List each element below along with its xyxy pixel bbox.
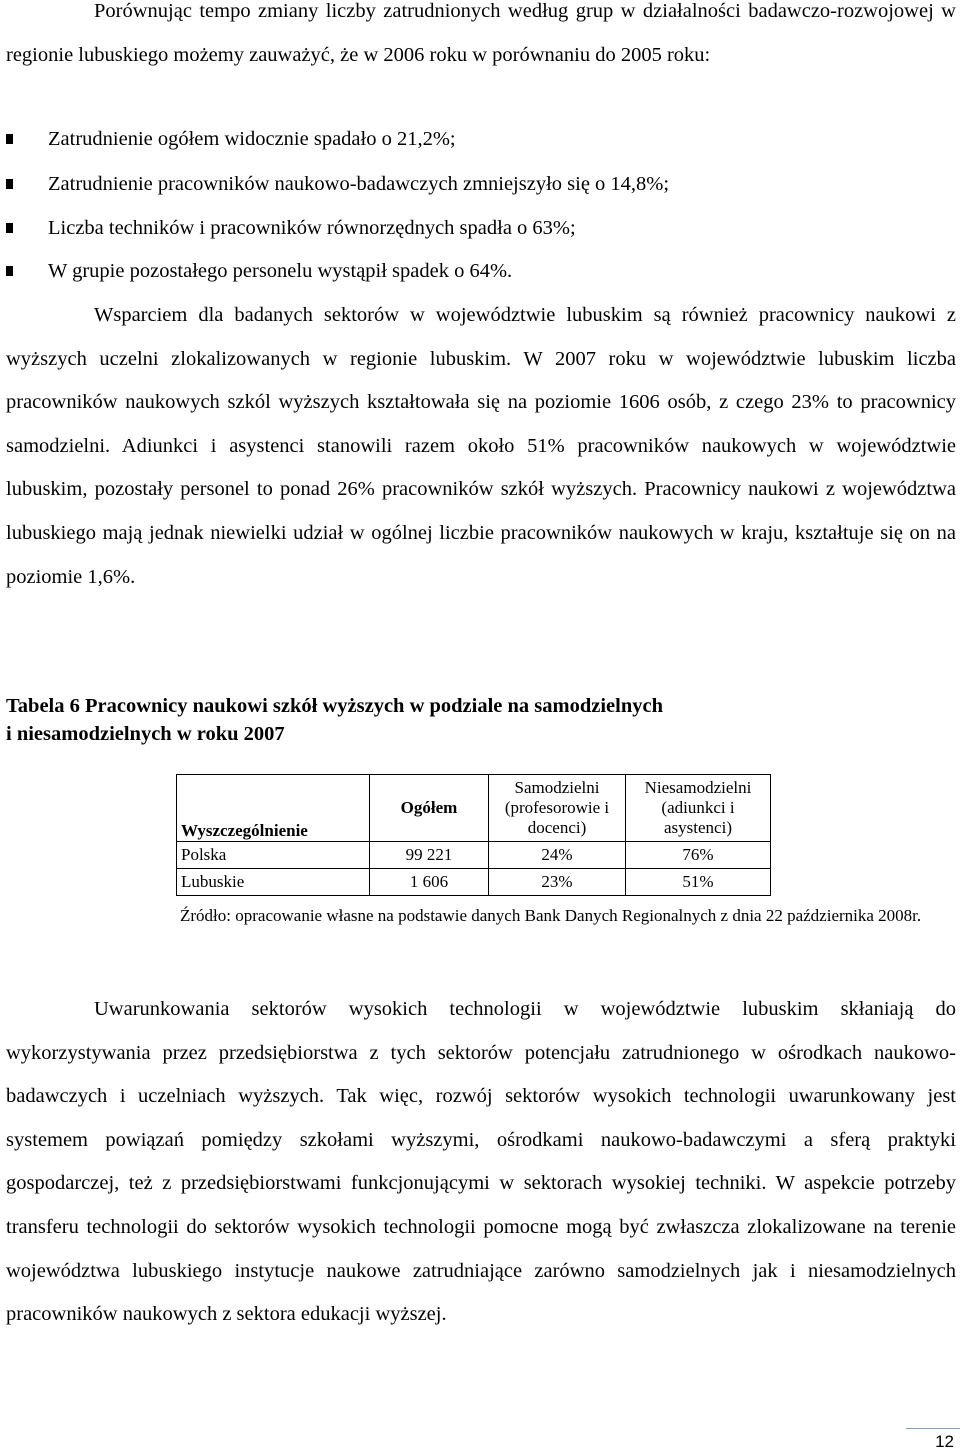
row-total: 1 606	[370, 869, 489, 896]
conditions-paragraph: Uwarunkowania sektorów wysokich technologii w województwie lubuskim skłaniają do wykorzystywania przez przedsiębiorstwa z tych sektorów potencjału zatrudnionego w ośrodkach naukowo-badawczych i uczelniach wyższych. Tak więc, rozwój sektorów wysokich technologii uwarunkowany jest systemem powiązań pomiędzy szkołami wyższymi, ośrodkami naukowo-badawczymi a sferą praktyki gospodarczej, też z przedsiębiorstwami funkcjonującymi w sektorach wysokiej techniki. W aspekcie potrzeby transferu technologii do sektorów wysokich technologii pomocne mogą być zwłaszcza zlokalizowane na terenie województwa lubuskiego instytucje naukowe zatrudniające zarówno samodzielnych jak i niesamodzielnych pracowników naukowych z sektora edukacji wyższej.	[6, 998, 956, 1326]
table-title-line-2: i niesamodzielnych w roku 2007	[6, 723, 285, 745]
header-total: Ogółem	[370, 775, 489, 842]
bullet-item: Zatrudnienie ogółem widocznie spadało o 21,2%;	[6, 124, 946, 154]
table-title	[6, 692, 906, 748]
row-dependent: 51%	[626, 869, 771, 896]
page-number-rule	[906, 1428, 960, 1429]
table-source-note: Źródło: opracowanie własne na podstawie danych Bank Danych Regionalnych z dnia 22 października 2008r.	[180, 906, 922, 925]
support-paragraph: Wsparciem dla badanych sektorów w województwie lubuskim są również pracownicy naukowi z wyższych uczelni zlokalizowanych w regionie lubuskim. W 2007 roku w województwie lubuskim liczba pracowników naukowych szkól wyższych kształtowała się na poziomie 1606 osób, z czego 23% to pracownicy samodzielni. Adiunkci i asystenci stanowili razem około 51% pracowników naukowych w województwie lubuskim, pozostały personel to ponad 26% pracowników szkół wyższych. Pracownicy naukowi z województwa lubuskiego mają jednak niewielki udział w ogólnej liczbie pracowników naukowych w kraju, kształtuje się on na poziomie 1,6%.	[6, 304, 956, 588]
row-dependent: 76%	[626, 842, 771, 869]
row-total: 99 221	[370, 842, 489, 869]
bullet-square-icon	[6, 179, 13, 189]
row-name: Polska	[177, 842, 370, 869]
bullet-square-icon	[6, 266, 13, 276]
bullet-item: W grupie pozostałego personelu wystąpił spadek o 64%.	[6, 256, 946, 286]
header-dependent: Niesamodzielni (adiunkci i asystenci)	[626, 775, 771, 842]
bullet-item: Liczba techników i pracowników równorzędnych spadła o 63%;	[6, 213, 946, 243]
row-independent: 24%	[489, 842, 626, 869]
table-row	[177, 842, 771, 869]
table-row	[177, 869, 771, 896]
row-name: Lubuskie	[177, 869, 370, 896]
header-specification: Wyszczególnienie	[177, 775, 370, 842]
staff-table	[176, 774, 771, 896]
bullet-square-icon	[6, 134, 13, 144]
header-independent: Samodzielni (profesorowie i docenci)	[489, 775, 626, 842]
intro-paragraph: Porównując tempo zmiany liczby zatrudnionych według grup w działalności badawczo-rozwojowej w regionie lubuskiego możemy zauważyć, że w 2006 roku w porównaniu do 2005 roku:	[6, 0, 956, 66]
table-title-line-1: Tabela 6 Pracownicy naukowi szkół wyższych w podziale na samodzielnych	[6, 695, 663, 717]
page-number: 12	[935, 1432, 954, 1451]
table-header-row	[177, 775, 771, 842]
bullet-square-icon	[6, 223, 13, 233]
row-independent: 23%	[489, 869, 626, 896]
bullet-item: Zatrudnienie pracowników naukowo-badawczych zmniejszyło się o 14,8%;	[6, 169, 946, 199]
